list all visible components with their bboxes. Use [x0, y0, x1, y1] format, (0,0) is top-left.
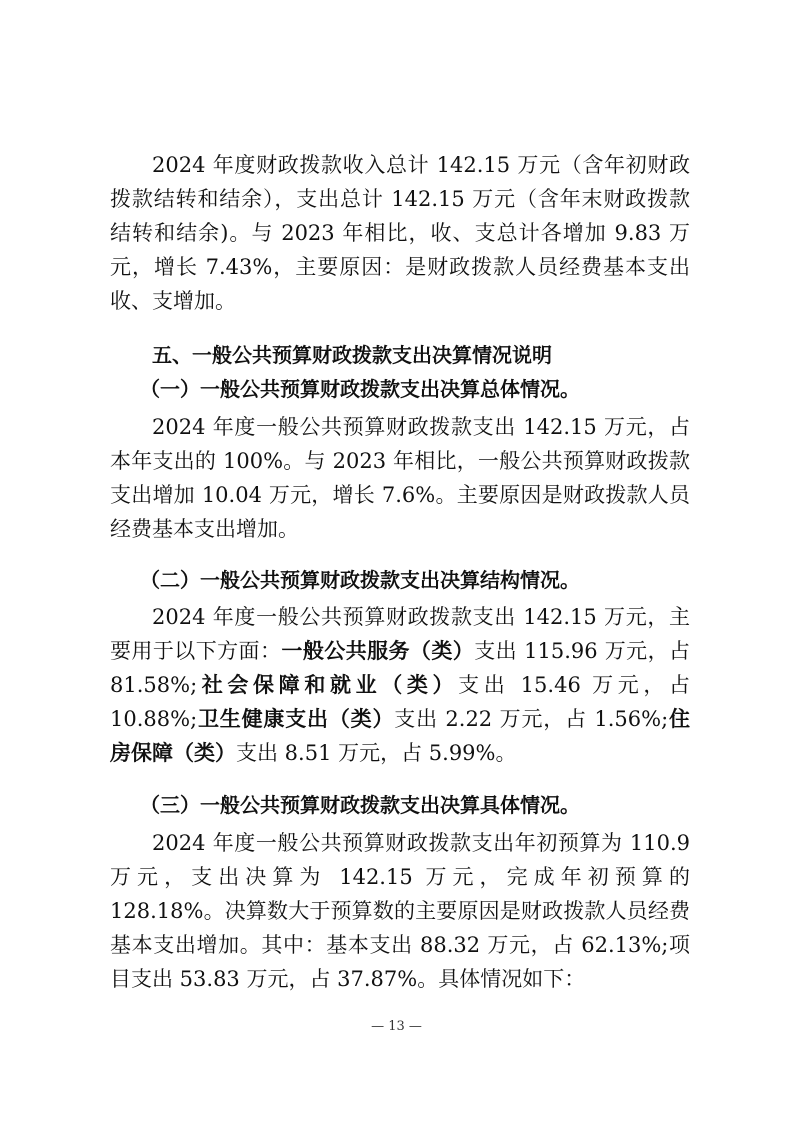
page-number: — 13 — [371, 1019, 422, 1034]
category-general-public-services-amount: 支出 115.96 万元，占 81.58%; [110, 639, 690, 697]
subsection-heading-1: （一）一般公共预算财政拨款支出决算总体情况。 [140, 377, 580, 401]
section-heading-5: 五、一般公共预算财政拨款支出决算情况说明 [152, 343, 552, 367]
category-social-security: 社会保障和就业（类） [197, 673, 459, 697]
subsection-heading-3: （三）一般公共预算财政拨款支出决算具体情况。 [140, 793, 580, 817]
paragraph-expenditure-structure [110, 600, 690, 770]
category-social-security-amount: 支出 15.46 万元，占 10.88%; [110, 673, 691, 731]
category-housing-amount: 支出 8.51 万元，占 5.99%。 [236, 741, 517, 765]
paragraph-specific-expenditure: 2024 年度一般公共预算财政拨款支出年初预算为 110.9 万元，支出决算为 142.15 万元，完成年初预算的 128.18%。决算数大于预算数的主要原因是财政拨款人员经费基本支出增加。其中：基本支出 88.32 万元，占 62.13%;项目支出 53.83 万元，占 37.87%。具体情况如下： [110, 831, 690, 991]
category-health-amount: 支出 2.22 万元，占 1.56%; [394, 707, 669, 731]
category-health: 卫生健康支出（类） [197, 707, 395, 731]
subsection-heading-2: （二）一般公共预算财政拨款支出决算结构情况。 [140, 568, 580, 592]
structure-lead-text: 2024 年度一般公共预算财政拨款支出 142.15 万元，主要用于以下方面： [110, 605, 690, 663]
category-general-public-services: 一般公共服务（类） [281, 639, 475, 663]
paragraph-financial-summary: 2024 年度财政拨款收入总计 142.15 万元（含年初财政拨款结转和结余），支出总计 142.15 万元（含年末财政拨款结转和结余)。与 2023 年相比，收、支总计各增加 9.83 万元，增长 7.43%，主要原因：是财政拨款人员经费基本支出收、支增加。 [110, 153, 690, 313]
category-housing: 住房保障（类） [110, 707, 691, 765]
paragraph-overall-expenditure: 2024 年度一般公共预算财政拨款支出 142.15 万元，占本年支出的 100%。与 2023 年相比，一般公共预算财政拨款支出增加 10.04 万元，增长 7.6%。主要原因是财政拨款人员经费基本支出增加。 [110, 415, 690, 541]
